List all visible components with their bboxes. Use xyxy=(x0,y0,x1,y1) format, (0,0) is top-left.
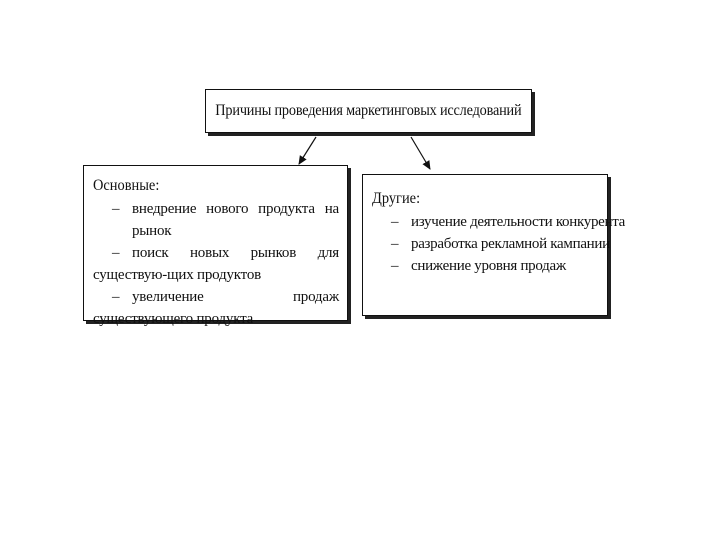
main-reasons-list xyxy=(93,198,339,330)
list-item xyxy=(372,233,610,255)
list-item-text: внедрение нового продукта на рынок xyxy=(132,201,339,239)
main-reasons-box xyxy=(83,165,348,327)
list-item-text: увеличение продаж существующего продукта xyxy=(93,289,339,327)
bullet-dash: – xyxy=(391,258,399,274)
list-item-text: изучение деятельности конкурента xyxy=(411,214,626,230)
list-item-text: поиск новых рынков для существую-щих продуктов xyxy=(93,245,339,283)
root-node-title: Причины проведения маркетинговых исследований xyxy=(215,102,522,119)
bullet-dash: – xyxy=(112,245,120,261)
root-node-box xyxy=(205,89,532,133)
other-reasons-list xyxy=(372,211,626,277)
other-reasons-heading: Другие: xyxy=(372,190,421,207)
arrow-to-right-box xyxy=(411,137,430,169)
other-reasons-box xyxy=(362,174,626,316)
bullet-dash: – xyxy=(391,214,399,230)
list-item-text: снижение уровня продаж xyxy=(411,258,566,274)
list-item xyxy=(372,255,599,277)
list-item xyxy=(93,242,339,286)
list-item xyxy=(93,198,339,242)
bullet-dash: – xyxy=(391,236,399,252)
list-item-text: разработка рекламной кампании xyxy=(411,236,610,252)
bullet-dash: – xyxy=(112,201,120,217)
main-reasons-heading: Основные: xyxy=(93,177,160,194)
arrow-to-left-box xyxy=(299,137,316,164)
list-item xyxy=(372,211,626,233)
bullet-dash: – xyxy=(112,289,120,305)
list-item xyxy=(93,286,339,330)
